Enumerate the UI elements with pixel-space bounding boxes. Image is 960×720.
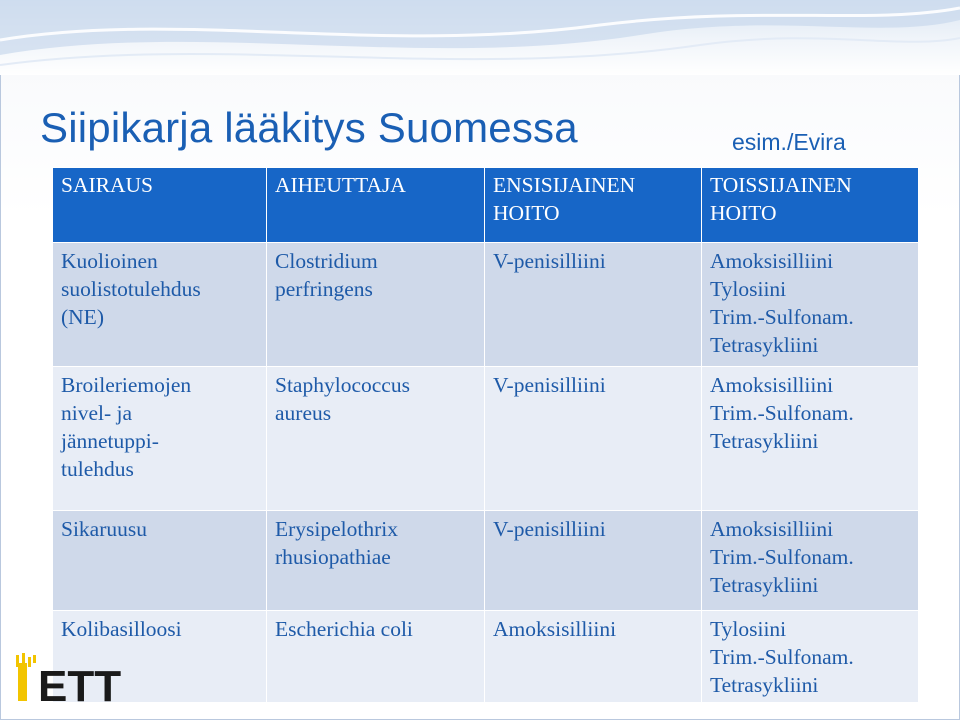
- table-row: [53, 611, 919, 703]
- table-row: [53, 367, 919, 511]
- cause-cell: Erysipelothrix rhusiopathiae: [267, 511, 485, 611]
- ett-logo-icon: [16, 651, 126, 705]
- page-title: Siipikarja lääkitys Suomessa: [40, 104, 578, 151]
- decorative-top-banner: [0, 0, 960, 75]
- disease-cell: Broileriemojen nivel- ja jännetuppi- tulehdus: [53, 367, 267, 511]
- source-note: esim./Evira: [732, 129, 846, 155]
- secondary-treatment-cell: Tylosiini Trim.-Sulfonam. Tetrasykliini: [702, 611, 919, 703]
- disease-cell: Kolibasilloosi: [53, 611, 267, 703]
- svg-text:ETT: ETT: [38, 662, 122, 705]
- ett-logo: [16, 651, 126, 705]
- primary-treatment-cell: V-penisilliini: [485, 367, 702, 511]
- primary-treatment-cell: V-penisilliini: [485, 243, 702, 367]
- secondary-treatment-cell: Amoksisilliini Trim.-Sulfonam. Tetrasykliini: [702, 511, 919, 611]
- table-header-row: [53, 168, 919, 243]
- table-row: [53, 511, 919, 611]
- primary-treatment-cell: V-penisilliini: [485, 511, 702, 611]
- cause-cell: Clostridium perfringens: [267, 243, 485, 367]
- primary-treatment-cell: Amoksisilliini: [485, 611, 702, 703]
- secondary-treatment-cell: Amoksisilliini Trim.-Sulfonam. Tetrasykliini: [702, 367, 919, 511]
- header-ensisijainen-hoito: ENSISIJAINEN HOITO: [485, 168, 702, 243]
- header-aiheuttaja: AIHEUTTAJA: [267, 168, 485, 243]
- cause-cell: Staphylococcus aureus: [267, 367, 485, 511]
- cause-cell: Escherichia coli: [267, 611, 485, 703]
- table-row: [53, 243, 919, 367]
- disease-cell: Kuolioinen suolistotulehdus (NE): [53, 243, 267, 367]
- header-toissijainen-hoito: TOISSIJAINEN HOITO: [702, 168, 919, 243]
- disease-cell: Sikaruusu: [53, 511, 267, 611]
- secondary-treatment-cell: Amoksisilliini Tylosiini Trim.-Sulfonam. Tetrasykliini: [702, 243, 919, 367]
- treatment-table: [52, 167, 919, 703]
- header-sairaus: SAIRAUS: [53, 168, 267, 243]
